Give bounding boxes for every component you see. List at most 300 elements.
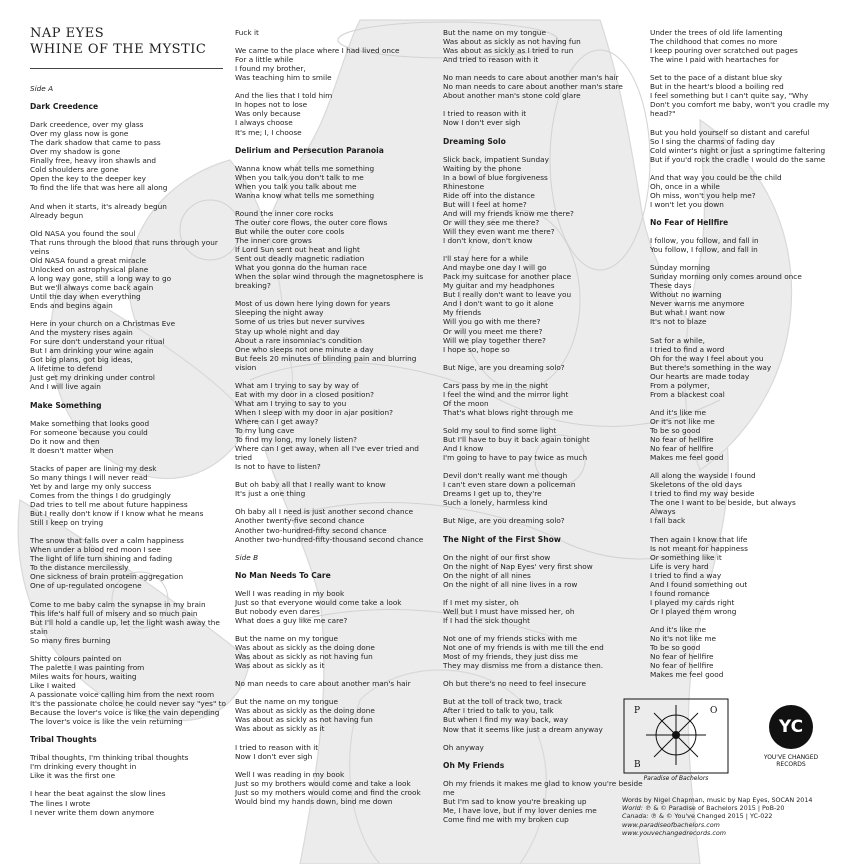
lyric-line: To my lung cave <box>235 426 295 436</box>
lyric-line: Dreams I get up to, they're <box>443 489 542 499</box>
lyric-stanza <box>443 598 643 625</box>
logo-letter-b: B <box>634 760 641 770</box>
lyric-line: The lover's voice is like the vein returning <box>30 717 183 727</box>
lyric-line: In hopes not to lose <box>235 100 308 110</box>
lyric-line: Was about as sickly as not having fun <box>235 652 373 662</box>
lyric-stanza <box>650 28 829 64</box>
lyric-stanza <box>235 480 423 498</box>
lyric-line: Stacks of paper are lining my desk <box>30 463 157 473</box>
lyric-line: Is not to have to listen? <box>235 462 321 472</box>
lyric-line: Ends and begins again <box>30 301 113 311</box>
lyric-line: Devil don't really want me though <box>443 471 568 481</box>
lyric-line: Never warns me anymore <box>650 299 745 309</box>
lyric-line: One who sleeps not one minute a day <box>235 344 374 354</box>
side-label: Side A <box>30 84 54 93</box>
lyric-stanza <box>30 202 226 220</box>
song-title: No Man Needs To Care <box>235 570 331 580</box>
lyric-line: When under a blood red moon I see <box>30 545 161 555</box>
lyric-line: Such a lonely, harmless kind <box>443 498 548 508</box>
lyric-line: What am I trying to say to you <box>235 398 347 408</box>
lyric-line: The childhood that comes no more <box>650 37 778 47</box>
lyric-line: This life's half full of misery and so much pain <box>30 608 198 618</box>
lyric-stanza <box>443 28 643 64</box>
lyric-line: But the name on my tongue <box>235 634 338 643</box>
lyric-line: But we'll always come back again <box>30 282 154 292</box>
lyric-line: Would bind my hands down, bind me down <box>235 796 393 806</box>
lyric-line: Or I played them wrong <box>650 606 737 616</box>
lyric-line: I hear the beat against the slow lines <box>30 789 166 799</box>
lyric-line: Or it's not like me <box>650 416 715 426</box>
lyric-line: But Nige, are you dreaming solo? <box>443 362 565 372</box>
lyric-stanza <box>235 381 423 471</box>
lyric-line: I'm drinking every thought in <box>30 762 137 772</box>
lyric-line: About a rare insomniac's condition <box>235 335 362 345</box>
lyric-line: Was about as sickly as the doing done <box>235 643 375 653</box>
lyric-stanza <box>235 91 423 136</box>
lyric-line: We came to the place where I had lived once <box>235 46 400 56</box>
lyric-line: Cold winter's night or just a springtime faltering <box>650 145 826 155</box>
lyric-stanza <box>650 625 829 679</box>
lyric-line: I tried to find a word <box>650 344 725 354</box>
lyric-stanza <box>443 254 643 354</box>
lyric-line: Slick back, impatient Sunday <box>443 154 549 164</box>
lyric-line: Still I keep on trying <box>30 518 104 528</box>
lyric-line: Wanna know what tells me something <box>235 190 375 200</box>
lyric-line: The palette I was painting from <box>30 662 145 672</box>
lyric-line: Pack my suitcase for another place <box>443 272 572 282</box>
lyric-line: To find my long, my lonely listen? <box>235 435 358 445</box>
lyric-line: Already begun <box>30 210 84 220</box>
lyric-line: Here in your church on a Christmas Eve <box>30 319 176 329</box>
lyric-line: The inner core grows <box>235 236 312 246</box>
lyric-line: When the solar wind through the magnetosphere is <box>235 272 424 282</box>
lyric-line: If Lord Sun sent out heat and light <box>235 245 360 255</box>
lyric-line: The outer core flows, the outer core flows <box>235 217 388 227</box>
lyric-stanza <box>235 299 423 371</box>
lyric-line: Was about as sickly as the doing done <box>235 706 375 716</box>
yc-caption-line2: RECORDS <box>776 761 806 768</box>
lyric-stanza <box>235 770 423 806</box>
lyric-line: Come to me baby calm the synapse in my brain <box>30 599 206 609</box>
lyric-line: Sent out deadly magnetic radiation <box>235 254 365 264</box>
lyric-line: Where can I get away, when all I've ever tried and <box>235 444 419 454</box>
lyric-stanza <box>443 426 643 462</box>
lyric-line: veins <box>30 246 50 256</box>
lyric-line: What you gonna do the human race <box>235 263 367 273</box>
lyric-line: All along the wayside I found <box>650 471 756 481</box>
paradise-of-bachelors-emblem <box>620 697 732 775</box>
lyric-stanza <box>30 464 226 527</box>
lyric-stanza <box>443 553 643 589</box>
lyric-line: Always <box>650 507 676 517</box>
lyric-line: Was teaching him to smile <box>235 73 332 83</box>
lyric-line: Rhinestone <box>443 181 485 191</box>
song-title: The Night of the First Show <box>443 534 561 544</box>
lyric-line: Oh, once in a while <box>650 181 720 191</box>
lyrics-column-2 <box>235 28 423 815</box>
lyric-stanza <box>235 679 423 688</box>
lyric-line: I tried to reason with it <box>443 109 527 119</box>
lyric-line: I won't let you down <box>650 199 724 209</box>
lyric-stanza <box>650 535 829 616</box>
lyric-line: On the night of all nines <box>443 570 531 580</box>
lyric-line: Now that it seems like just a dream anyway <box>443 724 603 734</box>
lyric-line: But in the heart's blood a boiling red <box>650 82 784 92</box>
song-title: Dark Creedence <box>30 102 99 112</box>
lyric-line: Now I don't ever sigh <box>235 751 313 761</box>
lyric-line: Do it now and then <box>30 436 100 446</box>
lyric-line: Because the lover's voice is like the vain depending <box>30 708 220 718</box>
lyric-line: But will I feel at home? <box>443 199 527 209</box>
lyric-line: Shitty colours painted on <box>30 653 122 663</box>
lyric-line: I don't know, don't know <box>443 236 533 246</box>
lyrics-column-1 <box>30 80 226 826</box>
lyric-line: Open the key to the deeper key <box>30 174 146 184</box>
lyric-line: I'm going to have to pay twice as much <box>443 453 588 463</box>
lyric-stanza <box>235 743 423 761</box>
lyric-stanza <box>30 600 226 645</box>
lyric-line: To be so good <box>650 643 701 653</box>
paradise-of-bachelors-logo <box>620 697 732 789</box>
lyric-line: I follow, you follow, and fall in <box>650 236 759 246</box>
lyric-stanza <box>650 408 829 462</box>
lyric-stanza <box>443 516 643 525</box>
lyric-line: But I'll have to buy it back again tonight <box>443 435 590 445</box>
lyric-line: Just so my brothers would come and take a look <box>235 778 411 788</box>
lyric-stanza <box>443 109 643 127</box>
credits-url-youvechanged: www.youvechangedrecords.com <box>622 828 727 837</box>
credits-url-paradise: www.paradiseofbachelors.com <box>622 820 720 829</box>
lyric-line: Old NASA you found the soul <box>30 228 136 238</box>
lyric-line: And maybe one day I will go <box>443 263 547 273</box>
lyric-line: But feels 20 minutes of blinding pain and blurring <box>235 353 417 363</box>
lyric-line: Over my glass now is gone <box>30 129 129 139</box>
lyric-line: My guitar and my headphones <box>443 281 555 291</box>
lyric-line: Miles waits for hours, waiting <box>30 671 137 681</box>
lyric-stanza <box>650 128 829 164</box>
lyric-line: Stay up whole night and day <box>235 326 340 336</box>
lyric-line: Oh my friends it makes me glad to know you're beside <box>443 778 643 788</box>
lyric-stanza <box>650 471 829 525</box>
lyric-line: I hope so, hope so <box>443 344 510 354</box>
lyric-stanza <box>443 743 643 752</box>
logo-letter-p: P <box>634 706 641 716</box>
lyric-line: And tried to reason with it <box>443 55 539 65</box>
lyric-line: Or will you meet me there? <box>443 326 543 336</box>
lyric-line: Skeletons of the old days <box>650 480 742 490</box>
lyric-line: To the distance mercilessly <box>30 563 129 573</box>
lyric-stanza <box>235 28 423 37</box>
lyric-line: Make something that looks good <box>30 418 150 428</box>
lyric-stanza <box>650 263 829 326</box>
lyric-line: A long way gone, still a long way to go <box>30 273 172 283</box>
lyric-stanza <box>443 363 643 372</box>
lyric-line: It's the passionate choice he could never say "yes" to <box>30 699 226 709</box>
lyric-line: That's what blows right through me <box>443 407 574 417</box>
lyric-line: These days <box>650 281 692 291</box>
lyric-line: And it's like me <box>650 407 707 417</box>
lyric-line: Another two-hundred-fifty second chance <box>235 525 387 535</box>
lyric-line: And it's like me <box>650 625 707 635</box>
lyric-line: Was about as sickly as not having fun <box>235 715 373 725</box>
lyric-line: Will they even want me there? <box>443 226 555 236</box>
song-title: No Fear of Hellfire <box>650 217 729 227</box>
lyric-line: When you talk you don't talk to me <box>235 172 364 182</box>
lyric-line: Life is very hard <box>650 561 709 571</box>
lyric-line: Will you go with me there? <box>443 317 541 327</box>
lyric-line: You follow, I follow, and fall in <box>650 245 758 255</box>
lyric-line: stain <box>30 626 48 636</box>
lyric-stanza <box>235 164 423 200</box>
song-title: Delirium and Persecution Paranoia <box>235 145 384 155</box>
credits-world-line <box>622 804 812 812</box>
lyric-line: tried <box>235 453 253 463</box>
lyric-line: Was about as sickly as I tried to run <box>443 46 574 56</box>
lyric-line: It doesn't matter when <box>30 445 114 455</box>
lyric-line: It's me; I, I choose <box>235 127 302 137</box>
lyric-line: And I will live again <box>30 382 101 392</box>
credits-canada-label: Canada: <box>622 812 649 821</box>
lyric-line: Set to the pace of a distant blue sky <box>650 73 783 83</box>
lyric-line: And I found something out <box>650 579 748 589</box>
lyric-line: No fear of hellfire <box>650 661 714 671</box>
yc-caption-line1: YOU'VE CHANGED <box>763 754 819 761</box>
lyric-line: Over my shadow is gone <box>30 147 121 157</box>
lyric-line: The light of life turn shining and fading <box>30 554 173 564</box>
lyrics-column-4 <box>650 28 829 688</box>
lyric-line: Like it was the first one <box>30 771 116 781</box>
lyric-stanza <box>235 209 423 290</box>
lyric-line: Well but I must have missed her, oh <box>443 606 575 616</box>
lyric-line: After I tried to talk to you, talk <box>443 706 554 716</box>
lyric-line: head?" <box>650 109 676 119</box>
lyric-line: One sickness of brain protein aggregation <box>30 572 184 582</box>
lyric-line: Just so my mothers would come and find the crook <box>235 787 421 797</box>
lyric-line: But I really don't want to leave you <box>443 290 572 300</box>
lyric-line: I tried to reason with it <box>235 742 319 752</box>
lyric-stanza <box>30 536 226 590</box>
lyric-line: Oh for the way I feel about you <box>650 353 764 363</box>
lyric-stanza <box>235 634 423 670</box>
lyric-line: Come find me with my broken cup <box>443 814 569 824</box>
lyric-line: Under the trees of old life lamenting <box>650 28 783 37</box>
lyric-line: vision <box>235 362 257 372</box>
lyric-line: Oh but there's no need to feel insecure <box>443 679 586 689</box>
lyric-line: Another two-hundred-fifty-thousand second chance <box>235 534 424 544</box>
lyric-line: I found romance <box>650 588 710 598</box>
credits-world-label: World: <box>622 804 643 813</box>
lyric-line: I always choose <box>235 118 293 128</box>
lyric-line: But Nige, are you dreaming solo? <box>443 516 565 526</box>
lyric-line: Cold shoulders are gone <box>30 165 119 175</box>
lyric-line: But while the outer core cools <box>235 226 345 236</box>
lyric-line: Dark creedence, over my glass <box>30 120 144 130</box>
lyric-line: When you talk you talk about me <box>235 181 357 191</box>
lyric-line: Now I don't ever sigh <box>443 118 521 128</box>
lyric-line: And will my friends know me there? <box>443 208 574 218</box>
lyric-line: No man needs to care about another man's hair <box>235 679 411 689</box>
lyric-line: breaking? <box>235 281 271 291</box>
lyric-line: Round the inner core rocks <box>235 208 334 218</box>
lyric-line: Was about as sickly as it <box>235 661 325 671</box>
album-header <box>30 26 206 58</box>
lyric-stanza <box>443 697 643 733</box>
lyric-stanza <box>650 73 829 118</box>
lyric-line: Dad tries to tell me about future happiness <box>30 500 188 510</box>
lyric-line: No fear of hellfire <box>650 444 714 454</box>
lyric-line: And when it starts, it's already begun <box>30 201 167 211</box>
lyric-line: If I met my sister, oh <box>443 597 519 607</box>
lyric-line: Oh baby all I need is just another second chance <box>235 507 414 517</box>
lyric-line: I keep pouring over scratched out pages <box>650 46 798 56</box>
lyric-line: The wine I paid with heartaches for <box>650 55 779 65</box>
lyric-line: Got big plans, got big ideas, <box>30 355 133 365</box>
lyric-line: Until the day when everything <box>30 291 141 301</box>
header-divider <box>30 68 223 69</box>
lyric-line: But oh baby all that I really want to know <box>235 480 386 490</box>
lyric-line: From a polymer, <box>650 380 710 390</box>
lyric-line: So I sing the charms of fading day <box>650 136 775 146</box>
lyric-stanza <box>235 46 423 82</box>
lyric-line: Like I waited <box>30 680 76 690</box>
lyric-line: The snow that falls over a calm happiness <box>30 536 184 546</box>
song-title: Make Something <box>30 400 102 410</box>
lyric-line: But I am drinking your wine again <box>30 346 154 356</box>
lyric-line: Then again I know that life <box>650 534 748 544</box>
lyric-line: Don't you comfort me baby, won't you cradle my <box>650 100 830 110</box>
lyric-line: Sunday morning <box>650 263 710 273</box>
lyrics-column-3 <box>443 28 643 833</box>
lyric-line: That runs through the blood that runs through your <box>30 237 218 247</box>
lyric-line: Finally free, heavy iron shawls and <box>30 156 157 166</box>
lyric-stanza <box>30 753 226 780</box>
lyric-line: What does a guy like me care? <box>235 615 348 625</box>
lyric-line: But there's something in the way <box>650 362 772 372</box>
credits-canada-line <box>622 812 812 820</box>
lyric-line: For sure don't understand your ritual <box>30 337 165 347</box>
lyric-line: On the night of all nine lives in a row <box>443 579 578 589</box>
lyric-line: So many things I will never read <box>30 472 148 482</box>
lyric-stanza <box>235 589 423 625</box>
lyric-line: But I'm sad to know you're breaking up <box>443 796 587 806</box>
lyric-line: Was only because <box>235 109 301 119</box>
lyric-line: Not one of my friends is with me till the end <box>443 643 604 653</box>
lyric-line: No it's not like me <box>650 634 716 644</box>
lyric-stanza <box>443 634 643 670</box>
lyric-line: On the night of our first show <box>443 552 551 562</box>
lyric-line: Sleeping the night away <box>235 308 324 318</box>
lyric-stanza <box>30 120 226 192</box>
lyric-line: Or will they see me there? <box>443 217 540 227</box>
lyric-line: Of the moon <box>443 398 489 408</box>
lyric-line: Eat with my door in a closed position? <box>235 389 374 399</box>
lyric-stanza <box>650 336 829 399</box>
lyric-line: But nobody even dares <box>235 606 320 616</box>
lyric-line: One of up-regulated oncogene <box>30 581 142 591</box>
lyric-line: But at the toll of track two, track <box>443 697 563 707</box>
lyric-line: And the lies that I told him <box>235 91 333 101</box>
lyric-line: For a little while <box>235 55 294 65</box>
lyric-line: Where can I get away? <box>235 416 319 426</box>
lyric-line: If I had the sick thought <box>443 615 530 625</box>
lyric-stanza <box>650 236 829 254</box>
lyric-line: Yet by and large my only success <box>30 481 152 491</box>
lyric-line: Not one of my friends sticks with me <box>443 634 578 644</box>
lyric-line: Sold my soul to find some light <box>443 426 557 436</box>
lyric-line: And I don't want to go it alone <box>443 299 554 309</box>
lyric-line: I played my cards right <box>650 597 735 607</box>
lyric-line: What am I trying to say by way of <box>235 380 359 390</box>
lyric-line: And the mystery rises again <box>30 328 133 338</box>
lyric-line: The dark shadow that came to pass <box>30 138 161 148</box>
lyric-line: Well I was reading in my book <box>235 588 345 598</box>
artist-name: NAP EYES <box>30 26 105 41</box>
lyric-line: I feel the wind and the mirror light <box>443 389 569 399</box>
lyric-line: Tribal thoughts, I'm thinking tribal thoughts <box>30 753 189 763</box>
lyric-line: Most of my friends, they just diss me <box>443 652 579 662</box>
lyric-line: For someone because you could <box>30 427 148 437</box>
song-title: Tribal Thoughts <box>30 735 97 745</box>
lyric-stanza <box>235 697 423 733</box>
credits-canada: ℗ & © You've Changed 2015 | YC-022 <box>650 812 773 821</box>
lyric-line: Oh miss, won't you help me? <box>650 190 756 200</box>
lyric-line: Just get my drinking under control <box>30 373 155 383</box>
lyric-line: Sat for a while, <box>650 335 705 345</box>
lyric-line: Oh anyway <box>443 742 484 752</box>
lyric-line: me <box>443 787 455 797</box>
lyric-stanza <box>30 229 226 310</box>
lyric-line: But I really don't know if I know what he means <box>30 509 204 519</box>
lyric-line: But the name on my tongue <box>235 697 338 707</box>
lyric-line: To be so good <box>650 426 701 436</box>
lyric-line: But if you'd rock the cradle I would do the same <box>650 154 826 164</box>
lyric-line: But what I want now <box>650 308 725 318</box>
yc-badge: YC <box>769 705 813 749</box>
lyric-line: Will we play together there? <box>443 335 546 345</box>
lyric-stanza <box>650 173 829 209</box>
lyric-line: A lifetime to defend <box>30 364 103 374</box>
lyric-line: Well I was reading in my book <box>235 769 345 779</box>
album-title: WHINE OF THE MYSTIC <box>30 42 207 57</box>
lyric-stanza <box>30 319 226 391</box>
lyric-line: A passionate voice calling him from the next room <box>30 690 215 699</box>
lyric-line: On the night of Nap Eyes' very first show <box>443 561 593 571</box>
lyric-line: My friends <box>443 308 482 318</box>
lyric-line: Most of us down here lying down for years <box>235 299 391 309</box>
lyric-line: Or something like it <box>650 552 722 562</box>
lyric-stanza <box>443 73 643 100</box>
youve-changed-logo <box>744 697 838 789</box>
lyric-stanza <box>30 789 226 816</box>
lyric-line: Makes me feel good <box>650 670 724 680</box>
lyric-line: The lines I wrote <box>30 798 91 808</box>
lyric-line: I found my brother, <box>235 64 306 74</box>
lyric-line: So many fires burning <box>30 635 111 645</box>
lyric-stanza <box>30 654 226 726</box>
lyric-stanza <box>235 507 423 543</box>
lyric-line: I feel something but I can't quite say, "Why <box>650 91 809 101</box>
lyric-line: Was about as sickly as not having fun <box>443 37 581 47</box>
lyric-line: Me, I have love, but if my lover denies me <box>443 805 597 815</box>
lyric-stanza <box>443 381 643 417</box>
lyric-stanza <box>30 419 226 455</box>
lyric-line: Ride off into the distance <box>443 190 535 200</box>
lyric-line: Makes me feel good <box>650 453 724 463</box>
lyric-line: The one I want to be beside, but always <box>650 498 796 508</box>
lyric-line: I'll stay here for a while <box>443 254 529 264</box>
lyric-line: No fear of hellfire <box>650 435 714 445</box>
lyric-line: Is not meant for happiness <box>650 543 748 553</box>
